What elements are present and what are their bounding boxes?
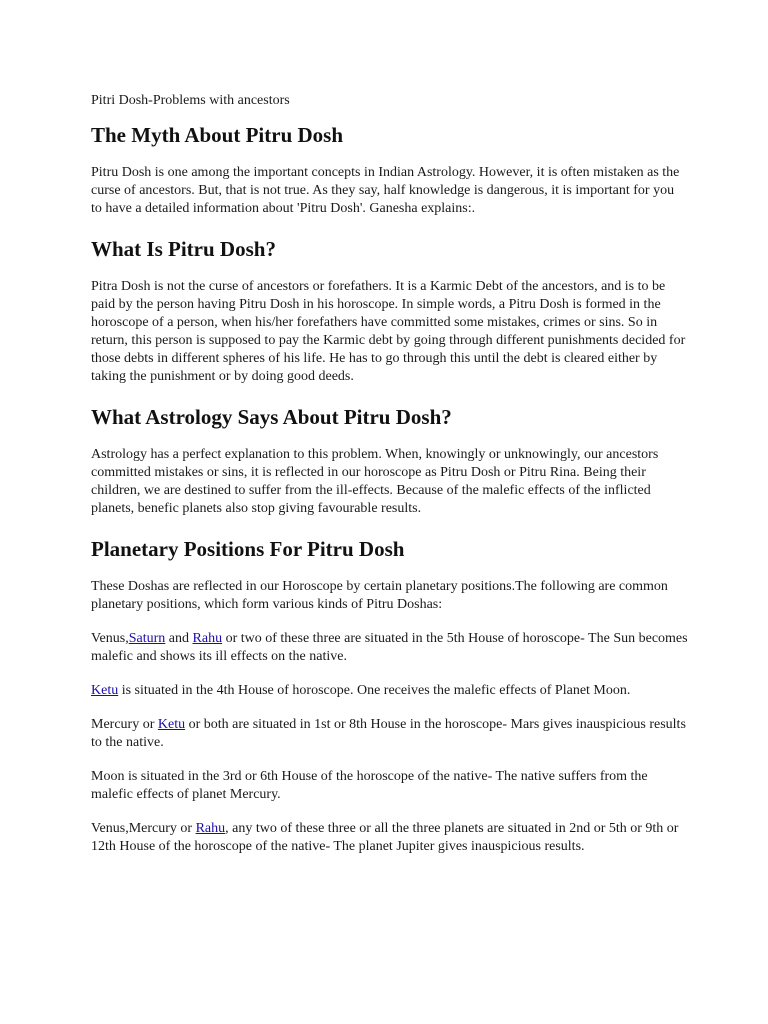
ketu-link-2[interactable]: Ketu: [157, 717, 186, 732]
position-1-post: or two of these three are situated in the 5th House of horoscope- The Sun becomes malefic and shows its ill effects on the native.: [91, 631, 688, 664]
position-item-2: [91, 682, 688, 700]
heading-what-is: What Is Pitru Dosh?: [91, 237, 276, 261]
position-item-3: [91, 716, 688, 752]
position-item-5: [91, 820, 688, 856]
position-item-1: [91, 630, 688, 666]
position-3-post: or both are situated in 1st or 8th House in the horoscope- Mars gives inauspicious results to the native.: [91, 717, 686, 750]
rahu-link-2[interactable]: Rahu: [195, 821, 226, 836]
saturn-link[interactable]: Saturn: [128, 631, 166, 646]
position-5-pre: Venus,Mercury or: [91, 821, 196, 836]
paragraph-astrology-says: Astrology has a perfect explanation to this problem. When, knowingly or unknowingly, our ancestors committed mistakes or sins, it is reflected in our horoscope as Pitru Dosh or Pitru Rina. Being their children, we are destined to suffer from the ill-effects. Because of the malefic effects of the inflicted planets, benefic planets also stop giving favourable results.: [91, 447, 659, 516]
position-2-post: is situated in the 4th House of horoscope. One receives the malefic effects of Planet Moon.: [118, 683, 631, 698]
position-1-pre: Venus,: [91, 631, 129, 646]
paragraph-planetary-intro: These Doshas are reflected in our Horoscope by certain planetary positions.The following are common planetary positions, which form various kinds of Pitru Doshas:: [91, 579, 668, 612]
position-3-pre: Mercury or: [91, 717, 158, 732]
position-5-post: , any two of these three or all the three planets are situated in 2nd or 5th or 9th or 12th House of the horoscope of the native- The planet Jupiter gives inauspicious results.: [91, 821, 679, 854]
position-1-mid: and: [165, 631, 193, 646]
ketu-link[interactable]: Ketu: [91, 683, 119, 698]
heading-myth: The Myth About Pitru Dosh: [91, 123, 344, 147]
heading-planetary-positions: Planetary Positions For Pitru Dosh: [91, 537, 405, 561]
heading-astrology-says: What Astrology Says About Pitru Dosh?: [91, 405, 452, 429]
position-item-4: Moon is situated in the 3rd or 6th House of the horoscope of the native- The native suffers from the malefic effects of planet Mercury.: [91, 769, 648, 802]
rahu-link[interactable]: Rahu: [192, 631, 223, 646]
paragraph-what-is: Pitra Dosh is not the curse of ancestors or forefathers. It is a Karmic Debt of the ancestors, and is to be paid by the person having Pitru Dosh in his horoscope. In simple words, a Pitru Dosh is formed in the horoscope of a person, when his/her forefathers have committed some mistakes, crimes or sins. So in return, this person is supposed to pay the Karmic debt by going through different punishments decided for those debts in different spheres of his life. He has to go through this until the debt is cleared either by taking the punishment or by doing good deeds.: [91, 279, 686, 384]
paragraph-myth: Pitru Dosh is one among the important concepts in Indian Astrology. However, it is often mistaken as the curse of ancestors. But, that is not true. As they say, half knowledge is dangerous, it is important for you to have a detailed information about 'Pitru Dosh'. Ganesha explains:.: [91, 165, 680, 216]
document-kicker: Pitri Dosh-Problems with ancestors: [91, 93, 290, 108]
